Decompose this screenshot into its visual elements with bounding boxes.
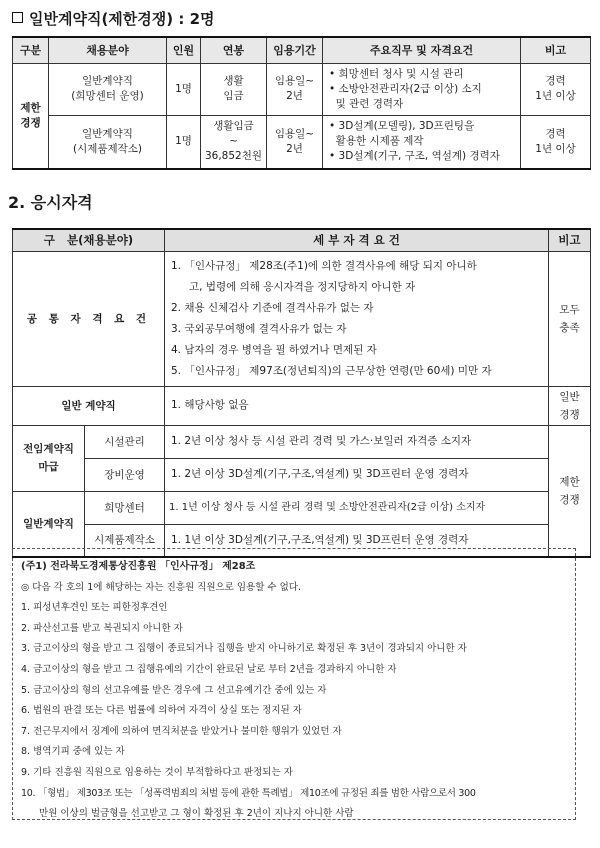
note-line: 경쟁 bbox=[559, 408, 580, 421]
salary-line: 임금 bbox=[223, 90, 244, 102]
count-cell: 1명 bbox=[167, 63, 201, 115]
requirement-line: 4. 남자의 경우 병역을 필 하였거나 면제된 자 bbox=[171, 343, 377, 356]
senior-label-line: 전임계약직 bbox=[23, 443, 74, 455]
table-row bbox=[13, 491, 591, 524]
note-line: 경력 bbox=[545, 127, 566, 140]
field-line: (시제품제작소) bbox=[72, 142, 143, 155]
col-header-salary: 연봉 bbox=[201, 37, 267, 63]
table-row bbox=[13, 425, 591, 458]
field-cell: 희망센터 bbox=[85, 491, 165, 524]
period-line: 2년 bbox=[286, 142, 303, 155]
footnote-item: 3. 금고이상의 형을 받고 그 집행이 종료되거나 집행을 받지 아니하기로 확정된 후 3년이 경과되지 아니한 자 bbox=[21, 643, 467, 655]
salary-line: 생활임금 bbox=[213, 120, 254, 133]
footnote-item: 8. 병역기피 중에 있는 자 bbox=[21, 746, 125, 758]
group-label-line: 제한 bbox=[20, 101, 41, 114]
duty-line: • 3D설계(모델링), 3D프린팅을 bbox=[329, 120, 475, 133]
general-requirement-cell: 1. 해당사항 없음 bbox=[165, 386, 549, 425]
duty-line: 및 관련 경력자 bbox=[329, 97, 404, 110]
note-line: 충족 bbox=[559, 321, 580, 334]
section1-heading bbox=[12, 8, 215, 29]
requirement-cell: 1. 1년 이상 청사 등 시설 관리 경력 및 소방안전관리자(2급 이상) 소지자 bbox=[165, 491, 549, 524]
footnote-item-continuation: 만원 이상의 벌금형을 선고받고 그 형이 확정된 후 2년이 지나지 아니한 사람 bbox=[39, 808, 354, 820]
footnote-box bbox=[12, 548, 576, 820]
field-line: 일반계약직 bbox=[82, 127, 133, 140]
period-line: 임용일~ bbox=[274, 75, 315, 87]
senior-label-cell bbox=[13, 425, 85, 491]
recruitment-table bbox=[12, 36, 591, 170]
footnote-item: 1. 피성년후견인 또는 피한정후견인 bbox=[21, 602, 168, 614]
footnote-item: 5. 금고이상의 형의 선고유예를 받은 경우에 그 선고유예기간 중에 있는 자 bbox=[21, 684, 327, 696]
footnote-item: 9. 기타 진흥원 직원으로 임용하는 것이 부적합하다고 판정되는 자 bbox=[21, 766, 293, 778]
footnote-item: 6. 법원의 판결 또는 다른 법률에 의하여 자격이 상실 또는 정지된 자 bbox=[21, 705, 302, 717]
col-header-period: 임용기간 bbox=[267, 37, 323, 63]
field-line: (희망센터 운영) bbox=[71, 90, 144, 102]
duty-cell bbox=[323, 63, 521, 115]
footnote-item: 7. 전근무지에서 징계에 의하여 면직처분을 받았거나 불미한 행위가 있었던 자 bbox=[21, 725, 342, 737]
salary-line: 36,852천원 bbox=[204, 150, 263, 163]
table-row bbox=[13, 386, 591, 425]
salary-cell bbox=[201, 63, 267, 115]
period-cell bbox=[267, 63, 323, 115]
common-requirements-cell bbox=[165, 251, 549, 386]
col-header-field: 채용분야 bbox=[49, 37, 167, 63]
requirement-cell: 1. 2년 이상 청사 등 시설 관리 경력 및 가스·보일러 자격증 소지자 bbox=[165, 425, 549, 458]
salary-line: 생활 bbox=[223, 75, 244, 87]
note-cell bbox=[521, 63, 591, 115]
general-label-cell: 일반 계약직 bbox=[13, 386, 165, 425]
note-cell bbox=[549, 425, 591, 557]
salary-line: ~ bbox=[229, 135, 238, 148]
col-header-count: 인원 bbox=[167, 37, 201, 63]
note-cell bbox=[549, 386, 591, 425]
field-cell: 장비운영 bbox=[85, 458, 165, 491]
field-cell bbox=[49, 115, 167, 169]
table-header-row bbox=[13, 229, 591, 251]
footnote-item: 10. 「형법」 제303조 또는 「성폭력범죄의 처벌 등에 관한 특례법」 제10조에 규정된 죄를 범한 사람으로서 300 bbox=[21, 787, 476, 799]
note-cell bbox=[521, 115, 591, 169]
requirement-cell: 1. 1년 이상 3D설계(기구,구조,역설계) 및 3D프린터 운영 경력자 bbox=[165, 524, 549, 557]
duty-line: • 3D설계(기구, 구조, 역설계) 경력자 bbox=[329, 150, 500, 163]
table-row bbox=[13, 251, 591, 386]
table-row bbox=[13, 63, 591, 115]
requirement-line: 5. 「인사규정」 제97조(정년퇴직)의 근무상한 연령(만 60세) 미만 자 bbox=[171, 364, 492, 377]
requirement-line: 1. 「인사규정」 제28조(주1)에 의한 결격사유에 해당 되지 아니하 bbox=[171, 259, 477, 272]
col-header-note: 비고 bbox=[521, 37, 591, 63]
common-label-cell: 공 통 자 격 요 건 bbox=[13, 251, 165, 386]
contract-label-cell: 일반계약직 bbox=[13, 491, 85, 557]
note-line: 경쟁 bbox=[559, 493, 580, 506]
requirement-line: 3. 국외공무여행에 결격사유가 없는 자 bbox=[171, 322, 347, 335]
col-header-duties: 주요직무 및 자격요건 bbox=[323, 37, 521, 63]
period-line: 2년 bbox=[286, 90, 303, 102]
duty-line: 활용한 시제품 제작 bbox=[329, 135, 424, 148]
field-cell: 시설관리 bbox=[85, 425, 165, 458]
duty-line: • 희망센터 청사 및 시설 관리 bbox=[329, 67, 464, 80]
footnote-item: 2. 파산선고를 받고 복권되지 아니한 자 bbox=[21, 622, 183, 634]
senior-label-line: 마급 bbox=[38, 461, 59, 473]
col-header-requirements: 세 부 자 격 요 건 bbox=[165, 229, 549, 251]
table-row bbox=[13, 458, 591, 491]
count-cell: 1명 bbox=[167, 115, 201, 169]
footnote-item: 4. 금고이상의 형을 받고 그 집행유예의 기간이 완료된 날로 부터 2년을 경과하지 아니한 자 bbox=[21, 663, 397, 675]
note-cell bbox=[549, 251, 591, 386]
note-line: 모두 bbox=[559, 303, 580, 316]
section1-title: 일반계약직(제한경쟁) : 2명 bbox=[29, 10, 215, 28]
footnote-title: (주1) 전라북도경제통상진흥원 「인사규정」 제28조 bbox=[21, 561, 256, 572]
duty-line: • 소방안전관리자(2급 이상) 소지 bbox=[329, 82, 482, 95]
requirement-line: 2. 채용 신체검사 기준에 결격사유가 없는 자 bbox=[171, 301, 374, 314]
square-bullet-icon bbox=[12, 12, 23, 23]
note-line: 경력 bbox=[545, 75, 566, 87]
note-line: 제한 bbox=[559, 475, 580, 488]
period-cell bbox=[267, 115, 323, 169]
footnote-intro: ◎ 다음 각 호의 1에 해당하는 자는 진흥원 직원으로 임용할 수 없다. bbox=[21, 581, 301, 593]
col-header-note: 비고 bbox=[549, 229, 591, 251]
group-label-line: 경쟁 bbox=[20, 116, 41, 129]
note-line: 1년 이상 bbox=[535, 142, 576, 155]
requirement-cell: 1. 2년 이상 3D설계(기구,구조,역설계) 및 3D프린터 운영 경력자 bbox=[165, 458, 549, 491]
qualification-table bbox=[12, 228, 591, 558]
field-cell: 시제품제작소 bbox=[85, 524, 165, 557]
table-row bbox=[13, 115, 591, 169]
col-header-category: 구 분(채용분야) bbox=[13, 229, 165, 251]
duty-cell bbox=[323, 115, 521, 169]
col-header-category: 구분 bbox=[13, 37, 49, 63]
note-line: 1년 이상 bbox=[535, 90, 576, 102]
period-line: 임용일~ bbox=[274, 127, 315, 140]
table-header-row bbox=[13, 37, 591, 63]
requirement-line: 고, 법령에 의해 응시자격을 정지당하지 아니한 자 bbox=[189, 280, 416, 293]
note-line: 일반 bbox=[559, 390, 580, 403]
salary-cell bbox=[201, 115, 267, 169]
group-label-cell bbox=[13, 63, 49, 169]
section2-title: 2. 응시자격 bbox=[8, 193, 93, 212]
field-line: 일반계약직 bbox=[82, 75, 133, 87]
field-cell bbox=[49, 63, 167, 115]
